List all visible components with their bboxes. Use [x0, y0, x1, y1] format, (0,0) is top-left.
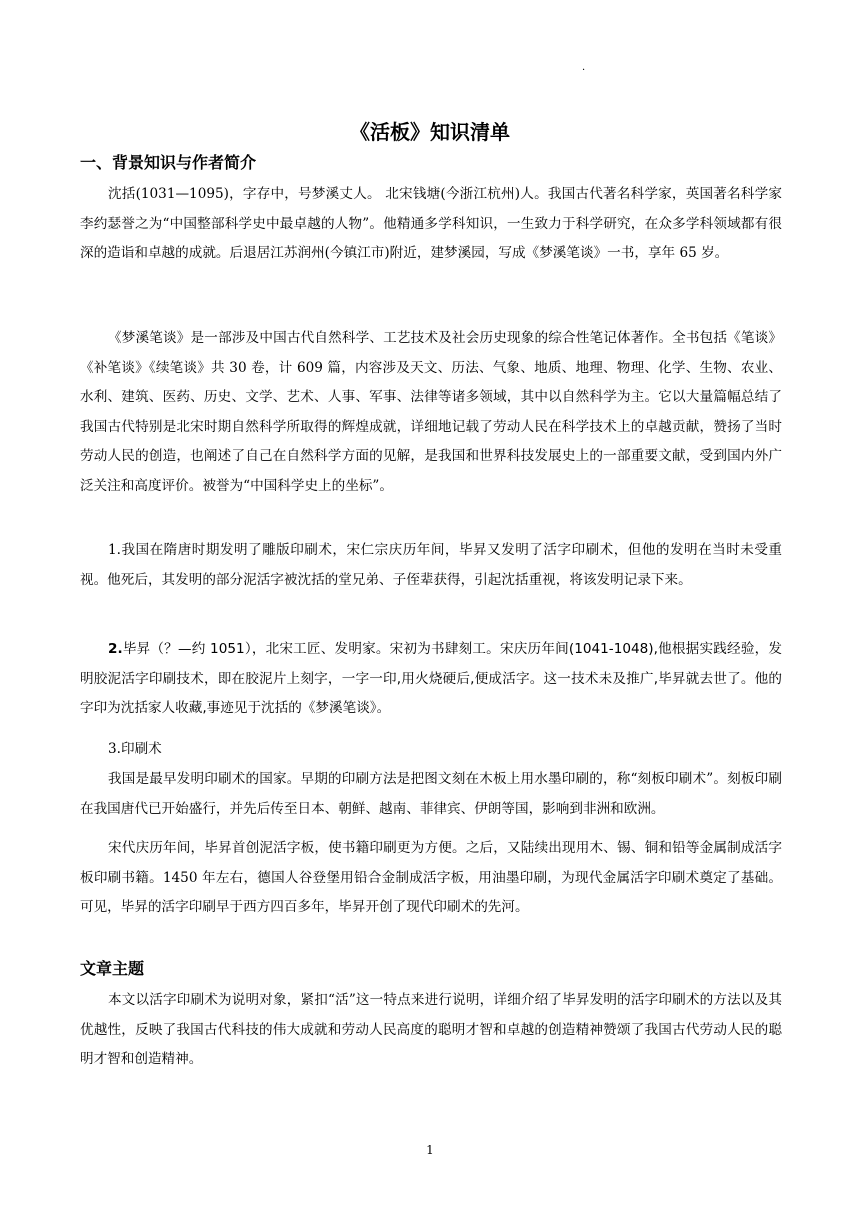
item-2-text: 毕昇（？—约 1051），北宋工匠、发明家。宋初为书肆刻工。宋庆历年间(1041-1048),他根据实践经验，发明胶泥活字印刷技术，即在胶泥片上刻字，一字一印,用火烧硬后,便成活字。这一技术未及推广,毕昇就去世了。他的字印为沈括家人收藏,事迹见于沈括的《梦溪笔谈》。 [80, 641, 782, 716]
paragraph-item-2 [80, 635, 782, 724]
paragraph-item-1: 1.我国在隋唐时期发明了雕版印刷术，宋仁宗庆历年间，毕昇又发明了活字印刷术，但他的发明在当时未受重视。他死后，其发明的部分泥活字被沈括的堂兄弟、子侄辈获得，引起沈括重视，将该发明记录下来。 [80, 542, 782, 588]
item-3-heading: 3.印刷术 [108, 741, 162, 757]
page-number: 1 [426, 1143, 434, 1157]
item-2-number: 2. [108, 641, 123, 657]
header-mark: · [582, 65, 586, 76]
document-title: 《活板》知识清单 [350, 120, 510, 144]
section-heading-background: 一、背景知识与作者简介 [80, 153, 257, 172]
paragraph-author-bio: 沈括(1031—1095)，字存中，号梦溪丈人。 北宋钱塘(今浙江杭州)人。我国古代著名科学家，英国著名科学家李约瑟誉之为“中国整部科学史中最卓越的人物”。他精通多学科知识，一生致力于科学研究，在众多学科领域都有很深的造诣和卓越的成就。后退居江苏润州(今镇江市)附近，建梦溪园，写成《梦溪笔谈》一书，享年 65 岁。 [80, 186, 782, 261]
paragraph-theme: 本文以活字印刷术为说明对象，紧扣“活”这一特点来进行说明，详细介绍了毕昇发明的活字印刷术的方法以及其优越性，反映了我国古代科技的伟大成就和劳动人民高度的聪明才智和卓越的创造精神赞颂了我国古代劳动人民的聪明才智和创造精神。 [80, 992, 782, 1067]
paragraph-mengxi-bitan: 《梦溪笔谈》是一部涉及中国古代自然科学、工艺技术及社会历史现象的综合性笔记体著作。全书包括《笔谈》《补笔谈》《续笔谈》共 30 卷，计 609 篇，内容涉及天文、历法、气象、地质、地理、物理、化学、生物、农业、水利、建筑、医药、历史、文学、艺术、人事、军事、法律等诸多领域，其中以自然科学为主。它以大量篇幅总结了我国古代特别是北宋时期自然科学所取得的辉煌成就，详细地记载了劳动人民在科学技术上的卓越贡献，赞扬了当时劳动人民的创造，也阐述了自己在自然科学方面的见解，是我国和世界科技发展史上的一部重要文献，受到国内外广泛关注和高度评价。被誉为“中国科学史上的坐标”。 [80, 330, 782, 494]
section-heading-theme: 文章主题 [80, 959, 145, 978]
paragraph-printing-history: 我国是最早发明印刷术的国家。早期的印刷方法是把图文刻在木板上用水墨印刷的，称“刻板印刷术”。刻板印刷在我国唐代已开始盛行，并先后传至日本、朝鲜、越南、菲律宾、伊朗等国，影响到非洲和欧洲。 [80, 771, 782, 817]
paragraph-song-printing: 宋代庆历年间，毕昇首创泥活字板，使书籍印刷更为方便。之后，又陆续出现用木、锡、铜和铅等金属制成活字板印刷书籍。1450 年左右，德国人谷登堡用铅合金制成活字板，用油墨印刷，为现代金属活字印刷术奠定了基础。可见，毕昇的活字印刷早于西方四百多年，毕昇开创了现代印刷术的先河。 [80, 840, 782, 915]
